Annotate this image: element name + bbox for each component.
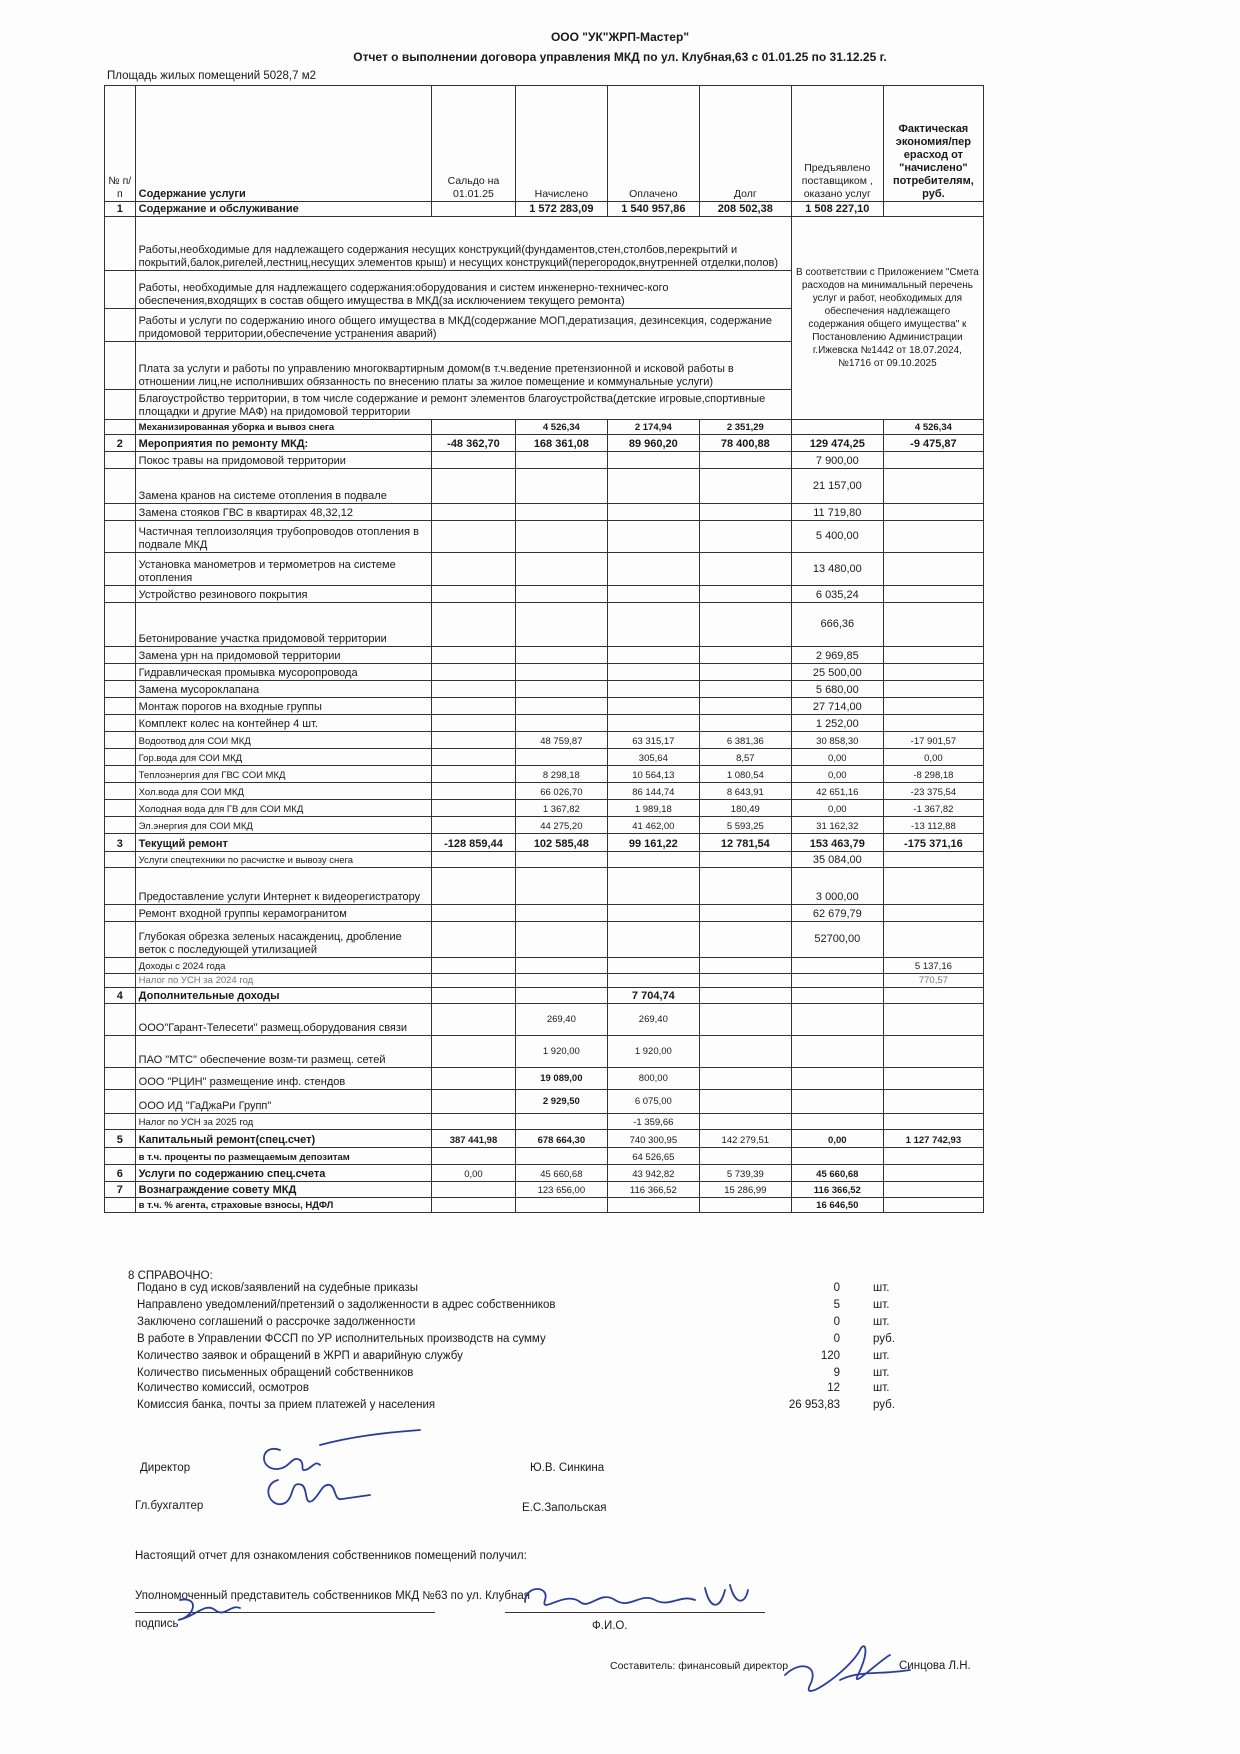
cell-saldo: -48 362,70: [432, 435, 516, 452]
cell-paid: 1 540 957,86: [607, 202, 699, 217]
reference-item: [120, 1399, 940, 1416]
sign-label: подпись: [135, 1618, 179, 1630]
cell-debt: 142 279,51: [699, 1130, 791, 1148]
cell-charged: 102 585,48: [515, 834, 607, 852]
cell-presented: 27 714,00: [791, 698, 883, 715]
table-row: [105, 586, 984, 603]
cell-desc: Содержание и обслуживание: [135, 202, 431, 217]
director-name: Ю.В. Синкина: [530, 1462, 605, 1474]
cell-desc: Услуги по содержанию спец.счета: [135, 1165, 431, 1182]
cell-presented: 31 162,32: [791, 817, 883, 834]
reference-item: [120, 1382, 940, 1399]
cell-debt: 2 351,29: [699, 420, 791, 435]
table-row: [105, 800, 984, 817]
table-row: [105, 1090, 984, 1114]
cell-charged: 48 759,87: [515, 732, 607, 749]
table-row: [105, 553, 984, 586]
col-presented: Предъявлено поставщиком , оказано услуг: [791, 86, 883, 202]
cell-desc: Покос травы на придомовой территории: [135, 452, 431, 469]
cell-charged: 44 275,20: [515, 817, 607, 834]
cell-presented: 129 474,25: [791, 435, 883, 452]
cell-debt: 1 080,54: [699, 766, 791, 783]
cell-desc: ООО "РЦИН" размещение инф. стендов: [135, 1068, 431, 1090]
reference-value: 0: [833, 1316, 840, 1328]
cell-debt: 5 739,39: [699, 1165, 791, 1182]
cell-desc: Хол.вода для СОИ МКД: [135, 783, 431, 800]
cell-desc: ПАО "МТС" обеспечение возм-ти размещ. сетей: [135, 1036, 431, 1068]
table-row: [105, 817, 984, 834]
cell-economy: -13 112,88: [883, 817, 983, 834]
cell-desc: Услуги спецтехники по расчистке и вывозу снега: [135, 852, 431, 868]
representative-signature: [520, 1580, 750, 1620]
cell-presented: 1 508 227,10: [791, 202, 883, 217]
reference-unit: шт.: [873, 1350, 890, 1362]
cell-charged: 4 526,34: [515, 420, 607, 435]
cell-paid: 64 526,65: [607, 1148, 699, 1165]
cell-desc: Капитальный ремонт(спец.счет): [135, 1130, 431, 1148]
cell-desc: Работы,необходимые для надлежащего содержания несущих конструкций(фундаментов,стен,столбов,перекрытий и покрытий,балок,ригелей,лестниц,несущих элементов крыш) и несущих конструкций(перегородок,внутренней отделки,полов): [135, 217, 791, 271]
cell-presented: 0,00: [791, 800, 883, 817]
cell-desc: Вознаграждение совету МКД: [135, 1182, 431, 1198]
cell-paid: 7 704,74: [607, 988, 699, 1004]
reference-unit: руб.: [873, 1333, 895, 1345]
cell-desc: Плата за услуги и работы по управлению многоквартирным домом(в т.ч.ведение претензионной и исковой работы в отношении лиц,не исполнивших обязанность по внесению платы за жилое помещение и коммунальные услуги): [135, 342, 791, 390]
cell-desc: Налог по УСН за 2025 год: [135, 1114, 431, 1130]
company-name: ООО "УК"ЖРП-Мастер": [550, 30, 690, 44]
cell-economy: 0,00: [883, 749, 983, 766]
cell-charged: 269,40: [515, 1004, 607, 1036]
reference-value: 0: [833, 1282, 840, 1294]
cell-debt: 180,49: [699, 800, 791, 817]
cell-num: 7: [105, 1182, 136, 1198]
accountant-label: Гл.бухгалтер: [135, 1500, 204, 1512]
col-desc: Содержание услуги: [135, 86, 431, 202]
reference-item: [120, 1299, 940, 1316]
cell-presented: 0,00: [791, 1130, 883, 1148]
table-row: [105, 647, 984, 664]
reference-label: Заключено соглашений о рассрочке задолженности: [137, 1316, 416, 1328]
reference-label: Направлено уведомлений/претензий о задолженности в адрес собственников: [137, 1299, 556, 1311]
cell-economy: -23 375,54: [883, 783, 983, 800]
col-debt: Долг: [699, 86, 791, 202]
cell-debt: 6 381,36: [699, 732, 791, 749]
cell-presented: 21 157,00: [791, 469, 883, 504]
row-work: [105, 217, 984, 271]
col-paid: Оплачено: [607, 86, 699, 202]
cell-desc: Ремонт входной группы керамогранитом: [135, 905, 431, 922]
reference-value: 5: [833, 1299, 840, 1311]
table-row: [105, 603, 984, 647]
representative-label: Уполномоченный представитель собственников МКД №63 по ул. Клубная: [135, 1590, 530, 1602]
reference-value: 0: [833, 1333, 840, 1345]
cell-charged: 19 089,00: [515, 1068, 607, 1090]
cell-economy: 5 137,16: [883, 958, 983, 974]
cell-paid: 41 462,00: [607, 817, 699, 834]
estimate-note: В соответствии с Приложением "Смета расходов на минимальный перечень услуг и работ, необходимых для обеспечения надлежащего содержания общего имущества" к Постановлению Администрации г.Ижевска №1442 от 18.07.2024, №1716 от 09.10.2025: [791, 217, 983, 420]
cell-paid: 116 366,52: [607, 1182, 699, 1198]
cell-presented: 0,00: [791, 766, 883, 783]
reference-label: В работе в Управлении ФССП по УР исполнительных производств на сумму: [137, 1333, 546, 1345]
cell-paid: 89 960,20: [607, 435, 699, 452]
cell-desc: Монтаж порогов на входные группы: [135, 698, 431, 715]
reference-label: Подано в суд исков/заявлений на судебные приказы: [137, 1282, 419, 1294]
cell-presented: 45 660,68: [791, 1165, 883, 1182]
cell-desc: ООО"Гарант-Телесети" размещ.оборудования связи: [135, 1004, 431, 1036]
table-row: [105, 1036, 984, 1068]
row-capital-repair: [105, 1130, 984, 1148]
cell-presented: 25 500,00: [791, 664, 883, 681]
cell-presented: 13 480,00: [791, 553, 883, 586]
table-row: [105, 664, 984, 681]
cell-presented: 16 646,50: [791, 1198, 883, 1213]
table-row: [105, 1198, 984, 1213]
fio-label: Ф.И.О.: [592, 1620, 628, 1632]
cell-economy: -17 901,57: [883, 732, 983, 749]
cell-charged: 123 656,00: [515, 1182, 607, 1198]
table-row: [105, 958, 984, 974]
reference-unit: шт.: [873, 1299, 890, 1311]
cell-presented: 35 084,00: [791, 852, 883, 868]
reference-label: Комиссия банка, почты за прием платежей у населения: [137, 1399, 436, 1411]
cell-desc: Предоставление услуги Интернет к видеорегистратору: [135, 868, 431, 905]
table-row: [105, 715, 984, 732]
director-label: Директор: [140, 1462, 191, 1474]
cell-desc: Дополнительные доходы: [135, 988, 431, 1004]
cell-presented: 2 969,85: [791, 647, 883, 664]
row-spec-account: [105, 1165, 984, 1182]
reference-unit: руб.: [873, 1399, 895, 1411]
cell-num: 5: [105, 1130, 136, 1148]
cell-paid: 800,00: [607, 1068, 699, 1090]
cell-charged: 45 660,68: [515, 1165, 607, 1182]
living-area: Площадь жилых помещений 5028,7 м2: [107, 70, 317, 82]
table-row: [105, 868, 984, 905]
cell-presented: 62 679,79: [791, 905, 883, 922]
reference-unit: шт.: [873, 1316, 890, 1328]
cell-presented: 5 680,00: [791, 681, 883, 698]
cell-desc: Мероприятия по ремонту МКД:: [135, 435, 431, 452]
cell-desc: Частичная теплоизоляция трубопроводов отопления в подвале МКД: [135, 521, 431, 553]
cell-desc: Доходы с 2024 года: [135, 958, 431, 974]
table-row: [105, 504, 984, 521]
cell-desc: Замена мусороклапана: [135, 681, 431, 698]
cell-desc: Эл.энергия для СОИ МКД: [135, 817, 431, 834]
cell-paid: 269,40: [607, 1004, 699, 1036]
accountant-name: Е.С.Запольская: [522, 1502, 607, 1514]
cell-desc: Холодная вода для ГВ для СОИ МКД: [135, 800, 431, 817]
cell-desc: Глубокая обрезка зеленых насаждениц, дробление веток с последующей утилизацией: [135, 922, 431, 958]
cell-desc: Бетонирование участка придомовой территории: [135, 603, 431, 647]
cell-saldo: 387 441,98: [432, 1130, 516, 1148]
row-snow: [105, 420, 984, 435]
received-text: Настоящий отчет для ознакомления собственников помещений получил:: [135, 1550, 527, 1562]
cell-paid: 740 300,95: [607, 1130, 699, 1148]
col-economy: Фактическая экономия/пер ерасход от "начислено" потребителям, руб.: [883, 86, 983, 202]
cell-charged: 2 929,50: [515, 1090, 607, 1114]
cell-desc: Водоотвод для СОИ МКД: [135, 732, 431, 749]
cell-presented: 5 400,00: [791, 521, 883, 553]
cell-desc: Замена стояков ГВС в квартирах 48,32,12: [135, 504, 431, 521]
reference-label: Количество комиссий, осмотров: [137, 1382, 309, 1394]
cell-paid: -1 359,66: [607, 1114, 699, 1130]
table-row: [105, 1114, 984, 1130]
cell-saldo: -128 859,44: [432, 834, 516, 852]
cell-charged: 66 026,70: [515, 783, 607, 800]
reference-label: Количество заявок и обращений в ЖРП и аварийную службу: [137, 1350, 463, 1362]
reference-item: [120, 1333, 940, 1350]
cell-presented: 52700,00: [791, 922, 883, 958]
cell-paid: 1 920,00: [607, 1036, 699, 1068]
cell-presented: 11 719,80: [791, 504, 883, 521]
reference-section: [120, 1270, 940, 1416]
cell-presented: 153 463,79: [791, 834, 883, 852]
reference-value: 26 953,83: [788, 1399, 840, 1411]
cell-desc: Гидравлическая промывка мусоропровода: [135, 664, 431, 681]
cell-paid: 6 075,00: [607, 1090, 699, 1114]
cell-desc: Механизированная уборка и вывоз снега: [135, 420, 431, 435]
table-row: [105, 698, 984, 715]
cell-num: 3: [105, 834, 136, 852]
cell-charged: [515, 1114, 607, 1130]
cell-charged: [515, 749, 607, 766]
cell-desc: в т.ч. % агента, страховые взносы, НДФЛ: [135, 1198, 431, 1213]
row-repairs: [105, 435, 984, 452]
cell-desc: Теплоэнергия для ГВС СОИ МКД: [135, 766, 431, 783]
col-charged: Начислено: [515, 86, 607, 202]
table-row: [105, 974, 984, 988]
cell-charged: 1 572 283,09: [515, 202, 607, 217]
row-extra-income: [105, 988, 984, 1004]
table-header: [105, 86, 984, 202]
reference-value: 9: [833, 1367, 840, 1379]
table-row: [105, 905, 984, 922]
cell-economy: -1 367,82: [883, 800, 983, 817]
director-signature: [250, 1425, 430, 1515]
cell-saldo: 0,00: [432, 1165, 516, 1182]
cell-num: 6: [105, 1165, 136, 1182]
table-row: [105, 766, 984, 783]
cell-num: 2: [105, 435, 136, 452]
table-row: [105, 783, 984, 800]
reference-unit: шт.: [873, 1367, 890, 1379]
report-table: [104, 85, 984, 1213]
reference-item: [120, 1316, 940, 1333]
row-current-repair: [105, 834, 984, 852]
cell-desc: Замена кранов на системе отопления в подвале: [135, 469, 431, 504]
table-row: [105, 1068, 984, 1090]
cell-desc: Комплект колес на контейнер 4 шт.: [135, 715, 431, 732]
cell-desc: ООО ИД "ГаДжаРи Групп": [135, 1090, 431, 1114]
cell-economy: 1 127 742,93: [883, 1130, 983, 1148]
cell-debt: 8,57: [699, 749, 791, 766]
cell-desc: Текущий ремонт: [135, 834, 431, 852]
cell-charged: 678 664,30: [515, 1130, 607, 1148]
cell-desc: Устройство резинового покрытия: [135, 586, 431, 603]
cell-presented: 3 000,00: [791, 868, 883, 905]
cell-presented: 0,00: [791, 749, 883, 766]
cell-presented: 7 900,00: [791, 452, 883, 469]
row-council: [105, 1182, 984, 1198]
reference-value: 120: [820, 1350, 840, 1362]
cell-presented: 666,36: [791, 603, 883, 647]
cell-charged: 8 298,18: [515, 766, 607, 783]
reference-item: [120, 1282, 940, 1299]
table-row: [105, 452, 984, 469]
compiler-label: Составитель: финансовый директор: [610, 1660, 789, 1672]
table-row: [105, 469, 984, 504]
cell-paid: 43 942,82: [607, 1165, 699, 1182]
cell-debt: 208 502,38: [699, 202, 791, 217]
cell-debt: 12 781,54: [699, 834, 791, 852]
cell-presented: 116 366,52: [791, 1182, 883, 1198]
table-row: [105, 521, 984, 553]
table-row: [105, 852, 984, 868]
cell-desc: Налог по УСН за 2024 год: [135, 974, 431, 988]
table-row: [105, 732, 984, 749]
table-row: [105, 749, 984, 766]
col-num: № п/п: [105, 86, 136, 202]
compiler-name: Синцова Л.Н.: [899, 1660, 971, 1672]
report-title: Отчет о выполнении договора управления МКД по ул. Клубная,63 с 01.01.25 по 31.12.25 г.: [353, 50, 887, 64]
cell-num: 4: [105, 988, 136, 1004]
cell-economy: -9 475,87: [883, 435, 983, 452]
reference-unit: шт.: [873, 1282, 890, 1294]
cell-desc: Работы, необходимые для надлежащего содержания:оборудования и систем инженерно-техничес-кого обеспечения,входящих в состав общего имущества в МКД(за исключением текущего ремонта): [135, 271, 791, 309]
cell-charged: 1 920,00: [515, 1036, 607, 1068]
table-row: [105, 1148, 984, 1165]
table-row: [105, 681, 984, 698]
cell-paid: 63 315,17: [607, 732, 699, 749]
cell-debt: 5 593,25: [699, 817, 791, 834]
reference-unit: шт.: [873, 1382, 890, 1394]
cell-desc: Замена урн на придомовой территории: [135, 647, 431, 664]
cell-desc: Гор.вода для СОИ МКД: [135, 749, 431, 766]
cell-desc: в т.ч. проценты по размещаемым депозитам: [135, 1148, 431, 1165]
cell-presented: 1 252,00: [791, 715, 883, 732]
cell-paid: 2 174,94: [607, 420, 699, 435]
row-maintenance: [105, 202, 984, 217]
cell-desc: Установка манометров и термометров на системе отопления: [135, 553, 431, 586]
table-row: [105, 1004, 984, 1036]
reference-item: [120, 1350, 940, 1367]
table-row: [105, 922, 984, 958]
cell-economy: 770,57: [883, 974, 983, 988]
cell-desc: Работы и услуги по содержанию иного общего имущества в МКД(содержание МОП,дератизация, дезинсекция, содержание придомовой территории,обеспечение устранения аварий): [135, 309, 791, 342]
reference-title: 8 СПРАВОЧНО:: [128, 1270, 213, 1282]
cell-paid: 305,64: [607, 749, 699, 766]
cell-economy: 4 526,34: [883, 420, 983, 435]
cell-charged: 168 361,08: [515, 435, 607, 452]
cell-paid: 10 564,13: [607, 766, 699, 783]
cell-economy: -8 298,18: [883, 766, 983, 783]
cell-debt: 78 400,88: [699, 435, 791, 452]
reference-label: Количество письменных обращений собственников: [137, 1367, 414, 1379]
cell-paid: 86 144,74: [607, 783, 699, 800]
cell-charged: 1 367,82: [515, 800, 607, 817]
cell-num: 1: [105, 202, 136, 217]
reference-value: 12: [827, 1382, 840, 1394]
col-saldo: Сальдо на 01.01.25: [432, 86, 516, 202]
cell-economy: -175 371,16: [883, 834, 983, 852]
cell-presented: 6 035,24: [791, 586, 883, 603]
sign-mark: [170, 1592, 250, 1627]
cell-paid: 1 989,18: [607, 800, 699, 817]
cell-presented: 30 858,30: [791, 732, 883, 749]
cell-paid: 99 161,22: [607, 834, 699, 852]
reference-item: [120, 1367, 940, 1382]
cell-presented: 42 651,16: [791, 783, 883, 800]
cell-debt: 15 286,99: [699, 1182, 791, 1198]
compiler-signature: [780, 1630, 920, 1710]
cell-desc: Благоустройство территории, в том числе содержание и ремонт элементов благоустройства(детские игровые,спортивные площадки и другие МАФ) на придомовой территории: [135, 390, 791, 420]
cell-debt: 8 643,91: [699, 783, 791, 800]
